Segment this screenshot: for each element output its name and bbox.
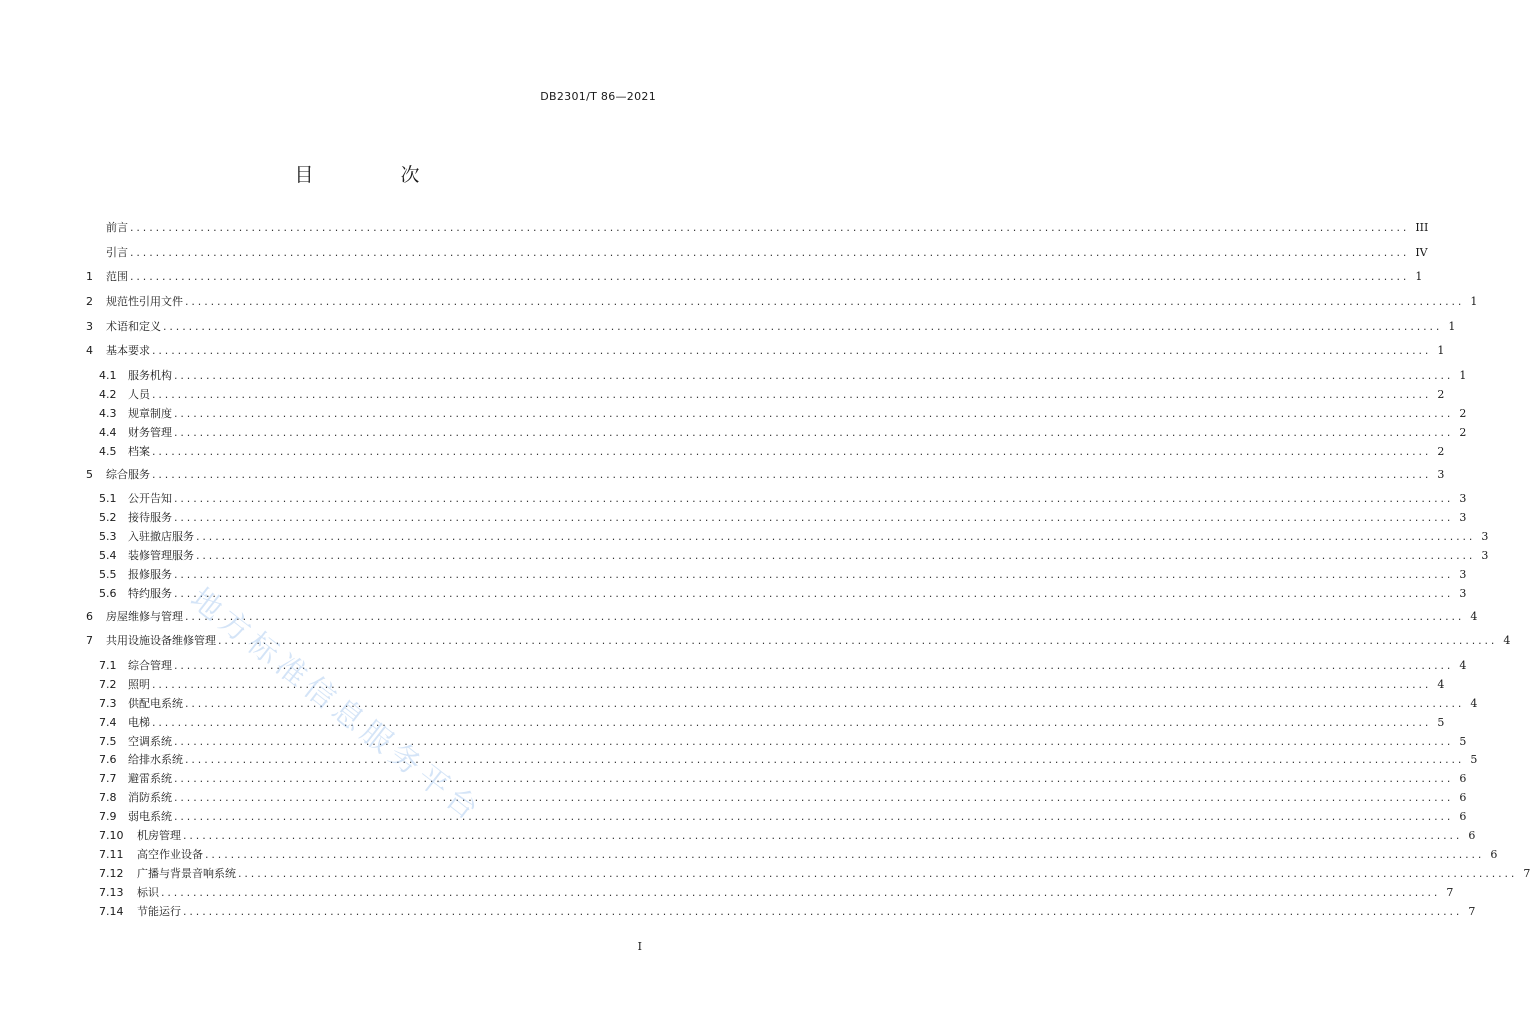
toc-entry-title: 避雷系统	[128, 772, 172, 786]
toc-entry-title: 节能运行	[137, 904, 181, 918]
toc-leader-dots: ........................................................................................................................................................................................................	[205, 847, 1485, 861]
toc-entry-title: 规章制度	[128, 406, 172, 420]
toc-entry-number: 7.8	[99, 791, 117, 805]
toc-leader-dots: ........................................................................................................................................................................................................	[174, 658, 1454, 672]
toc-leader-dots: ........................................................................................................................................................................................................	[174, 511, 1454, 525]
toc-entry-title: 基本要求	[106, 344, 150, 358]
toc-entry-page: 4	[1459, 658, 1467, 672]
toc-entry-title: 前言	[106, 221, 128, 234]
toc-entry-number: 4.3	[99, 406, 117, 420]
toc-entry[interactable]	[86, 846, 1498, 865]
toc-entry[interactable]	[86, 808, 1467, 827]
toc-entry-number: 5.4	[99, 548, 117, 562]
toc-leader-dots: ........................................................................................................................................................................................................	[174, 492, 1454, 506]
toc-entry-page: 3	[1459, 511, 1467, 525]
toc-entry-page: 3	[1481, 548, 1489, 562]
toc-entry-page: 7	[1523, 866, 1530, 880]
toc-entry-title: 给排水系统	[128, 753, 183, 767]
toc-entry-title: 电梯	[128, 715, 150, 729]
toc-entry-page: 1	[1448, 319, 1456, 333]
toc-entry-number: 5.5	[99, 567, 117, 581]
footer-page-number: I	[637, 940, 642, 953]
toc-entry-page: 2	[1437, 388, 1445, 402]
page-title: 目 次	[294, 164, 454, 186]
toc-leader-dots: ........................................................................................................................................................................................................	[196, 530, 1476, 544]
toc-entry-title: 综合服务	[106, 467, 150, 481]
toc-entry-number: 5.6	[99, 586, 117, 600]
toc-leader-dots: ........................................................................................................................................................................................................	[185, 753, 1465, 767]
toc-entry-title: 照明	[128, 677, 150, 691]
toc-entry-page: 3	[1459, 586, 1467, 600]
toc-entry-title: 服务机构	[128, 369, 172, 383]
toc-entry-number: 7.12	[99, 866, 124, 880]
toc-leader-dots: ........................................................................................................................................................................................................	[130, 245, 1410, 259]
toc-entry-title: 规范性引用文件	[106, 295, 183, 309]
toc-entry[interactable]	[86, 789, 1467, 808]
toc-entry[interactable]	[86, 547, 1489, 566]
toc-entry-title: 空调系统	[128, 734, 172, 748]
toc-entry-page: 4	[1503, 634, 1511, 648]
toc-leader-dots: ........................................................................................................................................................................................................	[152, 444, 1432, 458]
toc-entry-title: 标识	[137, 885, 159, 899]
toc-entry-page: 6	[1468, 829, 1476, 842]
toc-entry-number: 4	[86, 344, 93, 358]
toc-leader-dots: ........................................................................................................................................................................................................	[152, 677, 1432, 691]
toc-leader-dots: ........................................................................................................................................................................................................	[163, 319, 1443, 333]
toc-entry-title: 特约服务	[128, 586, 172, 600]
toc-entry-title: 机房管理	[137, 829, 181, 842]
toc-leader-dots: ........................................................................................................................................................................................................	[174, 369, 1454, 383]
toc-entry-number: 7.3	[99, 696, 117, 710]
toc-entry-page: 6	[1459, 791, 1467, 805]
toc-entry[interactable]	[86, 509, 1467, 528]
toc-entry-title: 高空作业设备	[137, 847, 203, 861]
toc-entry[interactable]	[86, 424, 1467, 443]
toc-entry-number: 5.3	[99, 530, 117, 544]
toc-entry-number: 7.9	[99, 810, 117, 824]
toc-leader-dots: ........................................................................................................................................................................................................	[174, 406, 1454, 420]
toc-entry[interactable]	[86, 865, 1530, 884]
toc-leader-dots: ........................................................................................................................................................................................................	[174, 810, 1454, 824]
toc-entry-page: 4	[1470, 696, 1478, 710]
toc-leader-dots: ........................................................................................................................................................................................................	[174, 772, 1454, 786]
toc-entry[interactable]	[86, 676, 1445, 695]
toc-entry-number: 4.5	[99, 444, 117, 458]
toc-entry-number: 1	[86, 270, 93, 284]
toc-leader-dots: ........................................................................................................................................................................................................	[185, 609, 1465, 623]
toc-entry-title: 广播与背景音响系统	[137, 866, 236, 880]
toc-entry[interactable]	[86, 566, 1467, 585]
toc-entry[interactable]	[86, 293, 1478, 318]
toc-entry-title: 范围	[106, 270, 128, 284]
toc-entry[interactable]	[86, 490, 1467, 509]
toc-leader-dots: ........................................................................................................................................................................................................	[183, 829, 1463, 842]
toc-entry-page: 6	[1459, 810, 1467, 824]
toc-entry-page: 3	[1481, 530, 1489, 544]
toc-entry-title: 术语和定义	[106, 319, 161, 333]
toc-entry[interactable]	[86, 714, 1445, 733]
toc-entry-page: III	[1415, 221, 1429, 234]
toc-leader-dots: ........................................................................................................................................................................................................	[174, 567, 1454, 581]
toc-entry-page: 6	[1459, 772, 1467, 786]
toc-leader-dots: ........................................................................................................................................................................................................	[161, 885, 1441, 899]
toc-leader-dots: ........................................................................................................................................................................................................	[174, 586, 1454, 600]
toc-leader-dots: ........................................................................................................................................................................................................	[185, 696, 1465, 710]
toc-entry[interactable]	[86, 733, 1467, 752]
toc-entry-number: 7.5	[99, 734, 117, 748]
toc-entry-page: 5	[1459, 734, 1467, 748]
toc-entry-page: 5	[1470, 753, 1478, 767]
toc-leader-dots: ........................................................................................................................................................................................................	[183, 904, 1463, 918]
toc-entry-title: 房屋维修与管理	[106, 609, 183, 623]
toc-entry[interactable]	[86, 268, 1423, 293]
toc-entry-number: 7.14	[99, 904, 124, 918]
toc-entry-page: IV	[1415, 245, 1428, 259]
toc-entry-number: 6	[86, 609, 93, 623]
toc-entry-number: 7.10	[99, 829, 124, 842]
toc-entry[interactable]	[86, 608, 1478, 633]
toc-entry-title: 消防系统	[128, 791, 172, 805]
toc-entry-number: 7.1	[99, 658, 117, 672]
toc-entry-number: 7.7	[99, 772, 117, 786]
toc-entry-page: 3	[1459, 567, 1467, 581]
toc-entry-page: 6	[1490, 847, 1498, 861]
toc-leader-dots: ........................................................................................................................................................................................................	[174, 734, 1454, 748]
toc-entry-page: 2	[1459, 425, 1467, 439]
toc-leader-dots: ........................................................................................................................................................................................................	[174, 791, 1454, 805]
toc-entry-title: 接待服务	[128, 511, 172, 525]
toc-leader-dots: ........................................................................................................................................................................................................	[185, 295, 1465, 309]
toc-leader-dots: ........................................................................................................................................................................................................	[196, 548, 1476, 562]
toc-entry[interactable]	[86, 367, 1467, 386]
document-code: DB2301/T 86—2021	[540, 90, 656, 103]
toc-entry-title: 公开告知	[128, 492, 172, 506]
toc-entry-number: 7	[86, 634, 93, 648]
toc-entry-page: 7	[1446, 885, 1454, 899]
toc-entry-number: 7.2	[99, 677, 117, 691]
toc-entry-title: 入驻撤店服务	[128, 530, 194, 544]
toc-entry-title: 供配电系统	[128, 696, 183, 710]
toc-entry[interactable]	[86, 695, 1478, 714]
toc-entry-page: 1	[1470, 295, 1478, 309]
toc-entry-page: 4	[1470, 609, 1478, 623]
toc-entry[interactable]	[86, 386, 1445, 405]
toc-leader-dots: ........................................................................................................................................................................................................	[152, 344, 1432, 358]
toc-entry-title: 共用设施设备维修管理	[106, 634, 216, 648]
toc-entry[interactable]	[86, 827, 1476, 846]
toc-entry-page: 2	[1437, 444, 1445, 458]
toc-entry-title: 弱电系统	[128, 810, 172, 824]
toc-entry-page: 3	[1459, 492, 1467, 506]
toc-leader-dots: ........................................................................................................................................................................................................	[130, 270, 1410, 284]
toc-entry-number: 4.1	[99, 369, 117, 383]
toc-entry[interactable]	[86, 219, 1429, 244]
toc-entry-page: 4	[1437, 677, 1445, 691]
toc-leader-dots: ........................................................................................................................................................................................................	[130, 221, 1410, 234]
toc-entry-number: 5.1	[99, 492, 117, 506]
toc-entry-number: 2	[86, 295, 93, 309]
toc-entry-title: 档案	[128, 444, 150, 458]
toc-entry-number: 5.2	[99, 511, 117, 525]
toc-entry-number: 4.2	[99, 388, 117, 402]
toc-entry-number: 7.6	[99, 753, 117, 767]
toc-leader-dots: ........................................................................................................................................................................................................	[152, 388, 1432, 402]
toc-entry-page: 1	[1459, 369, 1467, 383]
toc-leader-dots: ........................................................................................................................................................................................................	[152, 467, 1432, 481]
toc-entry-title: 人员	[128, 388, 150, 402]
toc-entry[interactable]	[86, 632, 1511, 657]
toc-entry-title: 财务管理	[128, 425, 172, 439]
toc-entry[interactable]	[86, 884, 1454, 903]
toc-entry-page: 7	[1468, 904, 1476, 918]
toc-entry-number: 5	[86, 467, 93, 481]
toc-entry[interactable]	[86, 342, 1445, 367]
toc-entry[interactable]	[86, 585, 1467, 604]
toc-leader-dots: ........................................................................................................................................................................................................	[152, 715, 1432, 729]
toc-entry-title: 装修管理服务	[128, 548, 194, 562]
toc-leader-dots: ........................................................................................................................................................................................................	[218, 634, 1498, 648]
toc-entry-number: 7.11	[99, 847, 124, 861]
toc-entry[interactable]	[86, 657, 1467, 676]
toc-entry[interactable]	[86, 751, 1478, 770]
toc-entry-title: 引言	[106, 245, 128, 259]
toc-entry-number: 7.13	[99, 885, 124, 899]
toc-entry[interactable]	[86, 318, 1456, 343]
toc-entry[interactable]	[86, 405, 1467, 424]
toc-entry[interactable]	[86, 528, 1489, 547]
toc-entry-number: 4.4	[99, 425, 117, 439]
toc-entry-number: 7.4	[99, 715, 117, 729]
table-of-contents	[86, 219, 1530, 921]
toc-entry-number: 3	[86, 319, 93, 333]
toc-entry[interactable]	[86, 903, 1476, 922]
toc-entry[interactable]	[86, 770, 1467, 789]
toc-entry-title: 综合管理	[128, 658, 172, 672]
watermark-text: 地方标准信息服务平台	[183, 581, 489, 831]
toc-entry-page: 1	[1415, 270, 1423, 284]
toc-entry-page: 2	[1459, 406, 1467, 420]
toc-entry-page: 3	[1437, 467, 1445, 481]
toc-leader-dots: ........................................................................................................................................................................................................	[238, 866, 1518, 880]
toc-entry-title: 报修服务	[128, 567, 172, 581]
toc-entry[interactable]	[86, 443, 1445, 462]
toc-entry-page: 5	[1437, 715, 1445, 729]
toc-entry-page: 1	[1437, 344, 1445, 358]
toc-leader-dots: ........................................................................................................................................................................................................	[174, 425, 1454, 439]
toc-entry[interactable]	[86, 466, 1445, 491]
toc-entry[interactable]	[86, 244, 1428, 269]
